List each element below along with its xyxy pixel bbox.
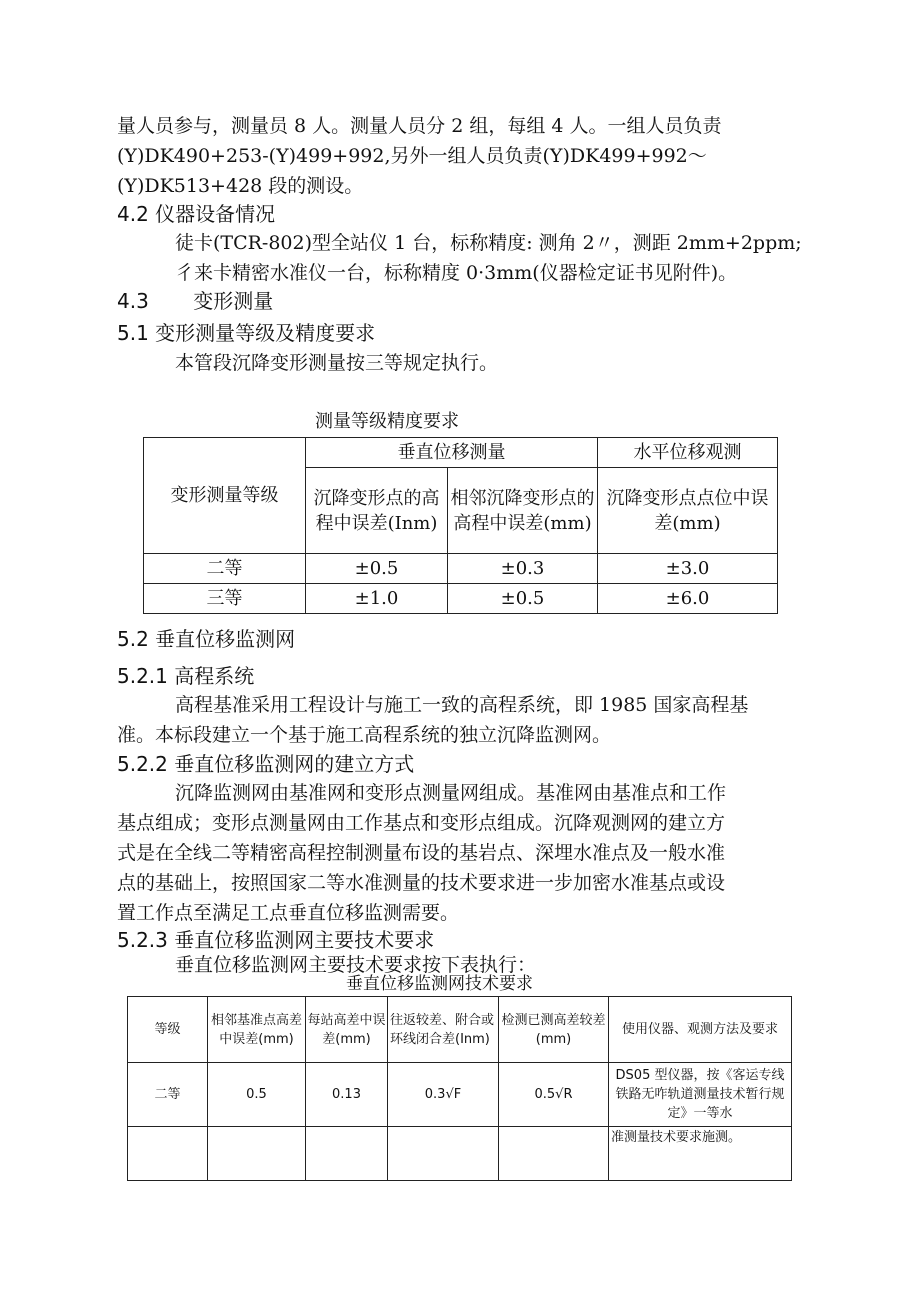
s522-line-3: 式是在全线二等精密高程控制测量布设的基岩点、深埋水准点及一般水准 — [117, 842, 726, 864]
s42-line-2: 彳来卡精密水准仪一台，标称精度 0·3mm(仪器检定证书见附件)。 — [175, 262, 738, 284]
s521-line-1: 高程基准采用工程设计与施工一致的高程系统，即 1985 国家高程基 — [175, 694, 749, 716]
header-check-diff: 检测已测高差较差(mm) — [499, 997, 609, 1063]
heading-4-3: 4.3 变形测量 — [117, 289, 274, 313]
heading-5-2: 5.2 垂直位移监测网 — [117, 627, 296, 651]
group-vertical-header: 垂直位移测量 — [306, 438, 598, 468]
intro-line-3: (Y)DK513+428 段的测设。 — [117, 175, 364, 197]
col-grade-header: 变形测量等级 — [144, 438, 306, 554]
empty-cell — [306, 1127, 388, 1181]
empty-cell — [208, 1127, 306, 1181]
table-row — [128, 1063, 792, 1127]
grade-cell: 三等 — [144, 584, 306, 614]
tech-requirements-table — [127, 996, 792, 1181]
value-cell: 0.5 — [208, 1063, 306, 1127]
intro-line-2: (Y)DK490+253-(Y)499+992,另外一组人员负责(Y)DK499+992～ — [117, 145, 707, 167]
s522-line-1: 沉降监测网由基准网和变形点测量网组成。基准网由基准点和工作 — [175, 782, 727, 804]
heading-5-1: 5.1 变形测量等级及精度要求 — [117, 321, 376, 345]
value-cell: ±0.3 — [448, 554, 598, 584]
s522-line-5: 置工作点至满足工点垂直位移监测需要。 — [117, 902, 460, 924]
sub-header-3: 沉降变形点点位中误差(mm) — [598, 468, 778, 554]
table-row — [128, 1127, 792, 1181]
heading-4-2: 4.2 仪器设备情况 — [117, 202, 276, 226]
table-row — [144, 584, 778, 614]
value-cell: ±0.5 — [448, 584, 598, 614]
header-grade: 等级 — [128, 997, 208, 1063]
method-continuation-cell: 准测量技术要求施测。 — [609, 1127, 792, 1181]
sub-header-2: 相邻沉降变形点的高程中误差(mm) — [448, 468, 598, 554]
s42-line-1: 徒卡(TCR-802)型全站仪 1 台，标称精度: 测角 2〃，测距 2mm+2ppm; — [175, 232, 802, 254]
precision-table — [143, 437, 778, 614]
table1-caption: 测量等级精度要求 — [315, 411, 459, 432]
s522-line-2: 基点组成；变形点测量网由工作基点和变形点组成。沉降观测网的建立方 — [117, 812, 726, 834]
empty-cell — [128, 1127, 208, 1181]
value-cell: 0.5√R — [499, 1063, 609, 1127]
value-cell: ±3.0 — [598, 554, 778, 584]
heading-5-2-2: 5.2.2 垂直位移监测网的建立方式 — [117, 752, 415, 776]
grade-cell: 二等 — [144, 554, 306, 584]
empty-cell — [499, 1127, 609, 1181]
value-cell: ±6.0 — [598, 584, 778, 614]
sub-header-1: 沉降变形点的高程中误差(Inm) — [306, 468, 448, 554]
header-benchmark-error: 相邻基准点高差中误差(mm) — [208, 997, 306, 1063]
empty-cell — [388, 1127, 499, 1181]
table2-caption: 垂直位移监测网技术要求 — [346, 974, 533, 994]
intro-line-1: 量人员参与，测量员 8 人。测量人员分 2 组，每组 4 人。一组人员负责 — [117, 115, 722, 137]
heading-5-2-1: 5.2.1 高程系统 — [117, 664, 255, 688]
method-cell: DS05 型仪器，按《客运专线铁路无咋轨道测量技术暂行规定》一等水 — [609, 1063, 792, 1127]
s523-line: 垂直位移监测网主要技术要求按下表执行： — [175, 954, 537, 976]
group-horizontal-header: 水平位移观测 — [598, 438, 778, 468]
s522-line-4: 点的基础上，按照国家二等水准测量的技术要求进一步加密水准基点或设 — [117, 872, 726, 894]
header-station-error: 每站高差中误差(mm) — [306, 997, 388, 1063]
header-closure: 往返较差、附合或环线闭合差(Inm) — [388, 997, 499, 1063]
s51-line: 本管段沉降变形测量按三等规定执行。 — [175, 352, 499, 374]
grade-cell: 二等 — [128, 1063, 208, 1127]
header-method: 使用仪器、观测方法及要求 — [609, 997, 792, 1063]
value-cell: 0.13 — [306, 1063, 388, 1127]
s521-line-2: 准。本标段建立一个基于施工高程系统的独立沉降监测网。 — [117, 724, 612, 746]
table-row — [144, 554, 778, 584]
value-cell: ±0.5 — [306, 554, 448, 584]
value-cell: ±1.0 — [306, 584, 448, 614]
value-cell: 0.3√F — [388, 1063, 499, 1127]
heading-5-2-3: 5.2.3 垂直位移监测网主要技术要求 — [117, 928, 435, 952]
